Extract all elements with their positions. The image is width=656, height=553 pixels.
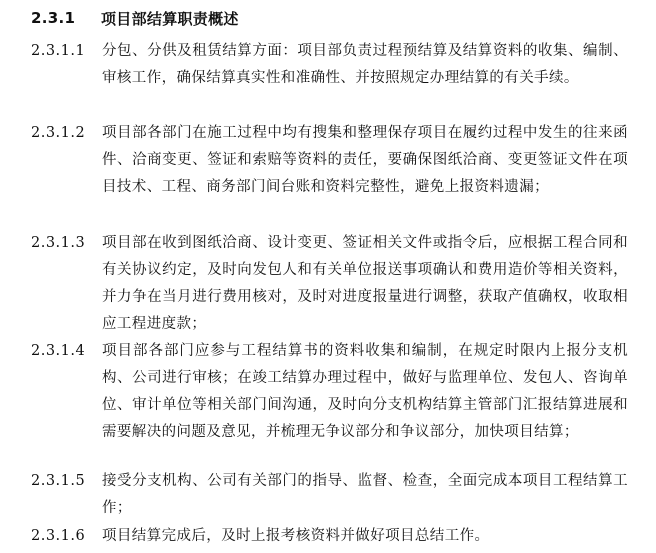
clause-text: 项目部各部门在施工过程中均有搜集和整理保存项目在履约过程中发生的往来函件、洽商变更、签证和索赔等资料的责任，要确保图纸洽商、变更签证文件在项目技术、工程、商务部门间台账和资料完整性，避免上报资料遗漏； (102, 125, 628, 195)
clause-text: 项目部各部门应参与工程结算书的资料收集和编制，在规定时限内上报分支机构、公司进行审核；在竣工结算办理过程中，做好与监理单位、发包人、咨询单位、审计单位等相关部门间沟通，及时向分支机构结算主管部门汇报结算进展和需要解决的问题及意见，并梳理无争议部分和争议部分，加快项目结算； (102, 343, 628, 440)
section-title: 项目部结算职责概述 (101, 9, 239, 28)
clause-text: 接受分支机构、公司有关部门的指导、监督、检查，全面完成本项目工程结算工作； (102, 473, 628, 516)
clause-number: 2.3.1.2 (31, 125, 86, 141)
clause-number: 2.3.1.5 (31, 473, 86, 489)
section-heading (31, 6, 239, 30)
clause-text: 项目结算完成后，及时上报考核资料并做好项目总结工作。 (102, 528, 490, 544)
clause-text: 分包、分供及租赁结算方面：项目部负责过程预结算及结算资料的收集、编制、审核工作，确保结算真实性和准确性、并按照规定办理结算的有关手续。 (102, 43, 628, 86)
section-number: 2.3.1 (31, 9, 76, 27)
clause-number: 2.3.1.4 (31, 343, 86, 359)
clause-number: 2.3.1.6 (31, 528, 86, 544)
clause-number: 2.3.1.3 (31, 235, 86, 251)
clause-text: 项目部在收到图纸洽商、设计变更、签证相关文件或指令后，应根据工程合同和有关协议约定，及时向发包人和有关单位报送事项确认和费用造价等相关资料，并力争在当月进行费用核对，及时对进度报量进行调整，获取产值确权，收取相应工程进度款； (102, 235, 628, 332)
clause-number: 2.3.1.1 (31, 43, 86, 59)
